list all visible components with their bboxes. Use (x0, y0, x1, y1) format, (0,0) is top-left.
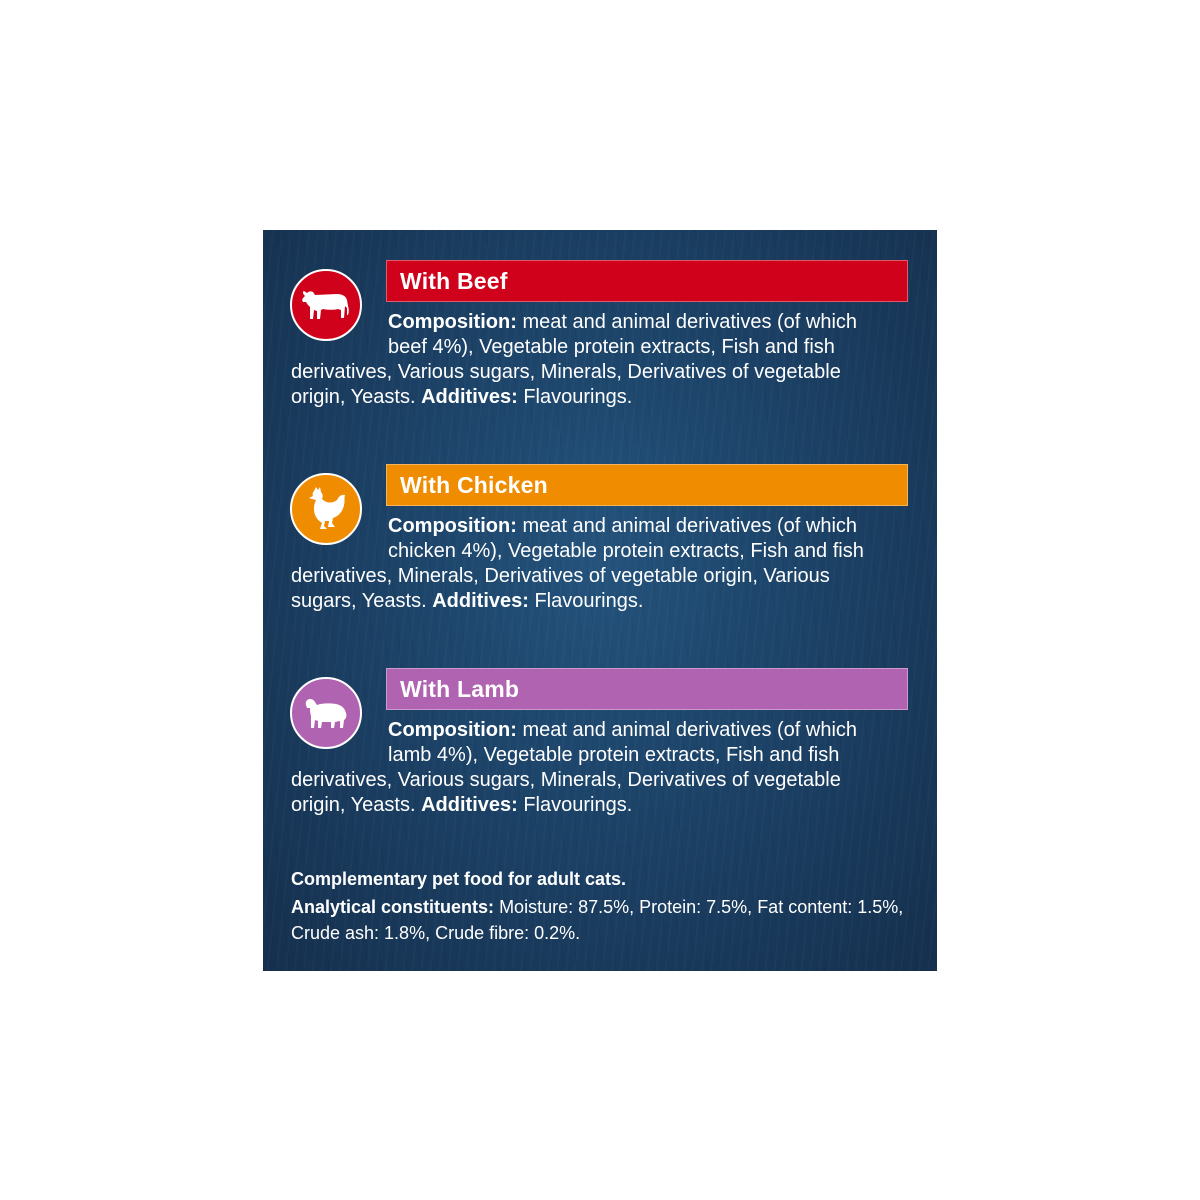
composition-text-lamb (291, 718, 891, 818)
composition-line1: meat and animal derivatives (of which (522, 311, 858, 333)
additives-label: Additives: (421, 794, 518, 816)
variant-lamb (263, 666, 937, 836)
composition-label: Composition: (388, 719, 517, 741)
additives-text: Flavourings. (523, 386, 633, 408)
analytical-text: Moisture: 87.5%, Protein: 7.5%, Fat content: 1.5%, Crude ash: 1.8%, Crude fibre: 0.2%. (291, 897, 904, 943)
composition-text-chicken (291, 514, 891, 614)
composition-label: Composition: (388, 311, 517, 333)
additives-label: Additives: (421, 386, 518, 408)
variant-title-lamb (386, 668, 908, 710)
additives-text: Flavourings. (534, 590, 644, 612)
variant-title-beef (386, 260, 908, 302)
product-statement: Complementary pet food for adult cats. (291, 869, 627, 889)
composition-line1: meat and animal derivatives (of which (522, 515, 858, 537)
composition-text-beef (291, 310, 891, 410)
additives-label: Additives: (432, 590, 529, 612)
ingredients-panel (263, 230, 937, 971)
footer-info (291, 866, 921, 946)
variant-title-text: With Lamb (400, 675, 520, 702)
variant-title-text: With Chicken (400, 471, 548, 498)
variant-chicken (263, 462, 937, 632)
variant-beef (263, 258, 937, 428)
variant-title-text: With Beef (400, 267, 508, 294)
composition-line2: chicken 4%), Vegetable protein extracts, Fish and fish derivatives, Minerals, Derivatives of vegetable origin, Various sugars, Yeasts. (291, 540, 864, 612)
analytical-label: Analytical constituents: (291, 897, 495, 917)
composition-label: Composition: (388, 515, 517, 537)
additives-text: Flavourings. (523, 794, 633, 816)
composition-line1: meat and animal derivatives (of which (522, 719, 858, 741)
composition-line2: beef 4%), Vegetable protein extracts, Fish and fish derivatives, Various sugars, Minerals, Derivatives of vegetable origin, Yeasts. (291, 336, 841, 408)
analytical-constituents (291, 894, 921, 946)
variant-title-chicken (386, 464, 908, 506)
composition-line2: lamb 4%), Vegetable protein extracts, Fish and fish derivatives, Various sugars, Minerals, Derivatives of vegetable origin, Yeasts. (291, 744, 841, 816)
